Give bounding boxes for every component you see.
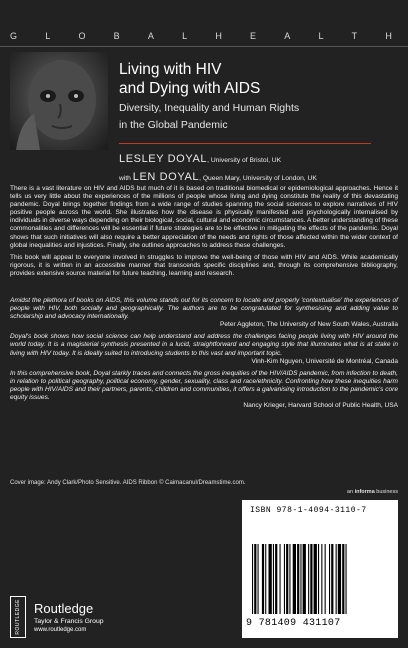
series-letter: T bbox=[351, 31, 364, 41]
review-quote: Doyal's book shows how social science can help understand and address the challenges facing people living with HIV around the world today. It is a magisterial synthesis presented in a lucid, straightforward and engaging style that illuminates what is at stake in living with HIV today. It is ideally suited to introducing students to this vast and important topic. bbox=[10, 333, 398, 357]
informa-brand: informa bbox=[354, 489, 375, 495]
subtitle-line-1: Diversity, Inequality and Human Rights bbox=[119, 102, 300, 114]
review-quote: In this comprehensive book, Doyal starkly traces and connects the gross inequities of the HIV/AIDS pandemic, from infection to death, in relation to political geography, political economy, gender, sexuality, class and race/ethnicity. Confronting how these inequities harm people with HIV/AIDS and their partners, parents, children and communities, it offers a galvanising introduction to the pandemic's core equity issues. bbox=[10, 369, 398, 402]
publisher-text bbox=[34, 601, 104, 633]
review bbox=[10, 297, 398, 329]
author-name: LEN DOYAL bbox=[132, 171, 200, 183]
title-line-2: and Dying with AIDS bbox=[119, 80, 261, 97]
review-attribution: Peter Aggleton, The University of New South Wales, Australia bbox=[220, 321, 398, 329]
series-letter: O bbox=[78, 31, 92, 41]
author-prefix: with bbox=[119, 175, 133, 182]
series-letter: A bbox=[147, 31, 160, 41]
isbn: ISBN 978-1-4094-3110-7 bbox=[250, 506, 367, 515]
review bbox=[10, 333, 398, 365]
publisher-name: Routledge bbox=[34, 601, 94, 616]
publisher-logo bbox=[10, 596, 104, 638]
cover-photo-child bbox=[10, 52, 108, 150]
series-letter: A bbox=[284, 31, 297, 41]
series-name bbox=[10, 31, 398, 41]
authors-block bbox=[119, 153, 404, 189]
series-letter: H bbox=[385, 31, 398, 41]
review-attribution: Vinh-Kim Nguyen, Université de Montréal, Canada bbox=[251, 357, 398, 365]
child-portrait-icon bbox=[10, 52, 108, 150]
title-line-1: Living with HIV bbox=[119, 61, 222, 78]
review-attribution: Nancy Krieger, Harvard School of Public Health, USA bbox=[243, 402, 398, 410]
author-row bbox=[119, 153, 404, 165]
series-divider bbox=[0, 46, 408, 47]
routledge-mark-text: ROUTLEDGE bbox=[15, 599, 21, 635]
series-letter: G bbox=[10, 31, 24, 41]
subtitle-line-2: in the Global Pandemic bbox=[119, 119, 228, 131]
title-rule bbox=[119, 143, 371, 144]
publisher-url: www.routledge.com bbox=[34, 627, 87, 633]
barcode-number: 9 781409 431107 bbox=[246, 618, 341, 629]
book-title-block bbox=[119, 60, 399, 132]
series-letter: L bbox=[182, 31, 194, 41]
blurb-paragraph-1: There is a vast literature on HIV and AIDS but much of it is based on traditional biomedical or epidemiological approaches. Hence it tells us very little about the experiences of the millions of people whose living and dying constitute the reality of this devastating pandemic. Doyal brings together findings from a wide range of studies spanning the social sciences to explore narratives of HIV positive people across the world. She illustrates how the disease is physically manifested and psychologically internalised by individuals in diverse ways depending on their biological, social, cultural and economic circumstances. A better understanding of these commonalities and differences will be essential if future strategies are to be effective in mitigating the effects of the pandemic. Doyal shows that such initiatives will also require a better appreciation of the needs and rights of those affected within the wider context of global inequalities and injustices. Finally, she outlines approaches to address these challenges. bbox=[10, 185, 398, 249]
series-letter: H bbox=[215, 31, 228, 41]
author-affiliation: , University of Bristol, UK bbox=[207, 157, 282, 164]
series-letter: B bbox=[113, 31, 126, 41]
informa-suffix: business bbox=[374, 489, 398, 495]
review-quote: Amidst the plethora of books on AIDS, this volume stands out for its concern to locate and properly 'contextualise' the experiences of people with HIV, both socially and geographically. The authors are to be congratulated for synthesising and adding value to scholarship and advocacy internationally. bbox=[10, 297, 398, 321]
barcode-icon bbox=[252, 544, 388, 614]
publisher-group: Taylor & Francis Group bbox=[34, 618, 104, 625]
barcode-box bbox=[242, 500, 398, 638]
routledge-mark-icon bbox=[10, 596, 26, 638]
review bbox=[10, 370, 398, 410]
author-row bbox=[119, 171, 404, 183]
series-letter: L bbox=[45, 31, 57, 41]
informa-line bbox=[347, 489, 398, 495]
blurb bbox=[10, 185, 398, 282]
cover-credit: Cover image: Andy Clark/Photo Sensitive. AIDS Ribbon © Caimacanul/Dreamstime.com. bbox=[10, 480, 246, 486]
series-letter: L bbox=[318, 31, 330, 41]
author-name: LESLEY DOYAL bbox=[119, 153, 208, 165]
reviews bbox=[10, 297, 398, 414]
series-letter: E bbox=[250, 31, 263, 41]
informa-prefix: an bbox=[346, 489, 355, 495]
blurb-paragraph-2: This book will appeal to everyone involved in struggles to improve the well-being of those with HIV and AIDS. While academically rigorous, it is written in an accessible manner that transcends specific disciplines and, through its comprehensive bibliography, provides extensive source material for future teaching, learning and research. bbox=[10, 253, 398, 277]
author-affiliation: , Queen Mary, University of London, UK bbox=[199, 175, 317, 182]
